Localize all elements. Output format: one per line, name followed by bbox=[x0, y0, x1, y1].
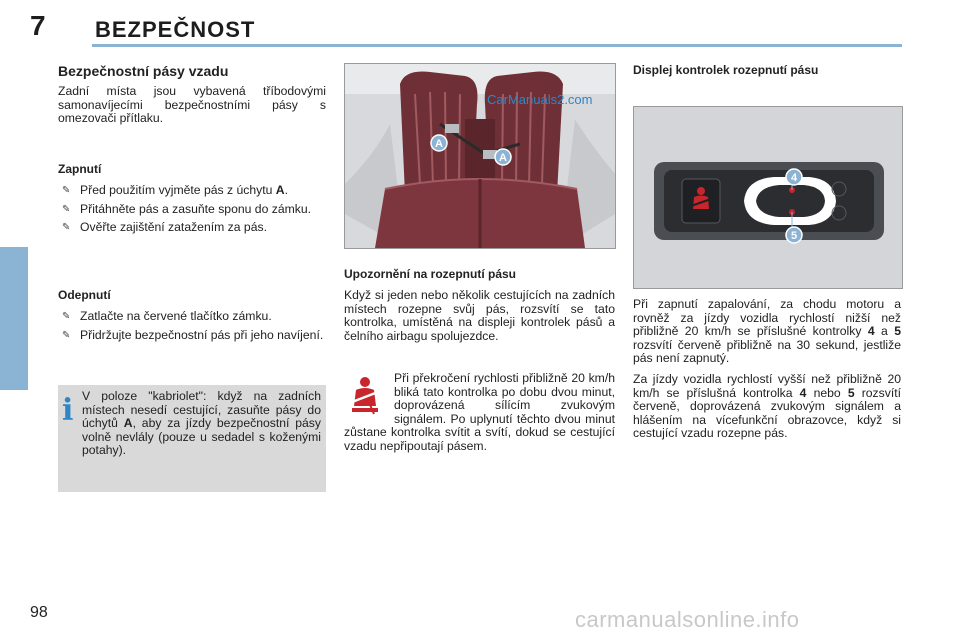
bullet-marker-icon: ✎ bbox=[62, 311, 71, 322]
belt-display-illustration bbox=[634, 107, 902, 288]
fasten-step-1: ✎ Před použitím vyjměte pás z úchytu A. bbox=[62, 183, 288, 197]
display-title: Displej kontrolek rozepnutí pásu bbox=[633, 63, 819, 77]
info-icon: i bbox=[62, 393, 74, 428]
fasten-heading: Zapnutí bbox=[58, 162, 102, 176]
callout-5: 5 bbox=[790, 230, 798, 242]
warning-paragraph-2: Při překročení rychlosti přibližně 20 km/h bliká tato kontrolka po dobu dvou minut, doprovázená sílícím zvukovým signálem. Po uplynutí těchto dvou minut zůstane kontrolka svítit a svítí, dokud se cestující vzadu nepřipoutají pásem. bbox=[344, 371, 615, 453]
warning-heading: Upozornění na rozepnutí pásu bbox=[344, 267, 517, 281]
page-number: 98 bbox=[30, 604, 48, 621]
fasten-section bbox=[58, 162, 326, 240]
footer-watermark: carmanualsonline.info bbox=[575, 607, 800, 632]
fasten-step-3: ✎ Ověřte zajištění zatažením za pás. bbox=[62, 220, 267, 235]
header-rule bbox=[92, 44, 902, 47]
intro-paragraph: Zadní místa jsou vybavená tříbodovými samonavíjecími bezpečnostními pásy s omezovači přítlaku. bbox=[58, 84, 326, 126]
right-column-title-wrap bbox=[633, 63, 901, 77]
display-paragraph-1: Při zapnutí zapalování, za chodu motoru a rovněž za jízdy vozidla rychlostí nižší než přibližně 20 km/h se příslušné kontrolky 4 a 5 rozsvítí červeně přibližně na 30 sekund, jestliže pás není zapnutý. bbox=[633, 297, 901, 366]
info-text: V poloze "kabriolet": když na zadních místech nesedí cestující, zasuňte pásy do úchytů A, aby za jízdy bezpečnostní pásy volně nevlály (pouze u sedadel s koženými potahy). bbox=[82, 389, 321, 458]
unfasten-step-2: ✎ Přidržujte bezpečnostní pás při jeho navíjení. bbox=[62, 327, 324, 342]
warning-block bbox=[344, 372, 615, 454]
photo-watermark: CarManuals2.com bbox=[487, 92, 593, 107]
callout-4: 4 bbox=[790, 172, 798, 184]
warning-paragraph-1: Když si jeden nebo několik cestujících na zadních místech rozepne svůj pás, rozsvítí se tato kontrolka, umístěná na displeji kontrolek pásů a čelního airbagu spolujezdce. bbox=[344, 288, 615, 343]
bullet-marker-icon: ✎ bbox=[62, 222, 71, 234]
rear-seats-illustration bbox=[345, 64, 615, 248]
warning-section bbox=[344, 267, 615, 343]
section-title-rear-belts: Bezpečnostní pásy vzadu bbox=[58, 63, 229, 79]
rear-seats-photo bbox=[344, 63, 616, 249]
belt-display-panel bbox=[633, 106, 903, 289]
photo-label-a-left: A bbox=[435, 138, 443, 150]
right-text bbox=[633, 298, 901, 441]
display-paragraph-2: Za jízdy vozidla rychlostí vyšší než přibližně 20 km/h se příslušná kontrolka 4 nebo 5 rozsvítí červeně, doprovázená zvukovým signálem a hlášením na vícefunkční obrazovce, když si cestující vzadu rozepne pás. bbox=[633, 371, 901, 441]
seatbelt-warning-icon bbox=[344, 374, 386, 418]
bullet-marker-icon: ✎ bbox=[62, 329, 71, 341]
unfasten-heading: Odepnutí bbox=[58, 288, 111, 302]
fasten-step-2: ✎ Přitáhněte pás a zasuňte sponu do zámku. bbox=[62, 201, 312, 216]
chapter-title: BEZPEČNOST bbox=[95, 17, 256, 42]
chapter-number: 7 bbox=[30, 10, 46, 41]
photo-label-a-right: A bbox=[499, 152, 507, 164]
bullet-marker-icon: ✎ bbox=[62, 185, 71, 196]
chapter-side-tab bbox=[0, 247, 28, 390]
left-column bbox=[58, 63, 326, 126]
unfasten-step-1: ✎ Zatlačte na červené tlačítko zámku. bbox=[62, 309, 272, 323]
unfasten-section bbox=[58, 288, 326, 347]
bullet-marker-icon: ✎ bbox=[62, 203, 71, 215]
